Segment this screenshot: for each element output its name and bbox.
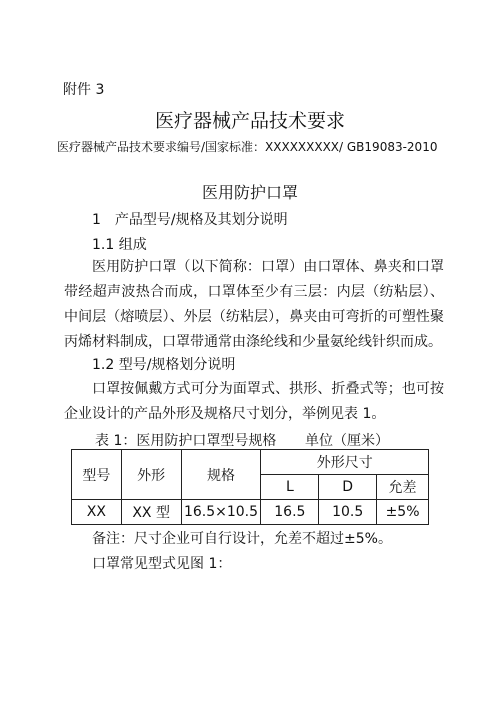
- header-spec: 规格: [181, 450, 261, 500]
- section-1-1-heading: 1.1 组成: [92, 237, 147, 253]
- header-d: D: [319, 475, 377, 500]
- cell-l: 16.5: [261, 500, 319, 525]
- table-header-row: [72, 450, 429, 475]
- product-name-heading: 医用防护口罩: [201, 183, 298, 202]
- section-1-heading: 1 产品型号/规格及其划分说明: [92, 212, 288, 228]
- attachment-label: 附件 3: [63, 82, 105, 98]
- standard-number-line: 医疗器械产品技术要求编号/国家标准：XXXXXXXXX/ GB19083-2010: [57, 140, 438, 154]
- model-spec-paragraph-block: [64, 377, 444, 427]
- model-spec-paragraph: 口罩按佩戴方式可分为面罩式、拱形、折叠式等；也可按企业设计的产品外形及规格尺寸划分，举例见表 1。: [64, 381, 444, 422]
- header-shape: 外形: [121, 450, 181, 500]
- cell-d: 10.5: [319, 500, 377, 525]
- header-model: 型号: [72, 450, 122, 500]
- header-dimensions: 外形尺寸: [261, 450, 429, 475]
- section-1-2-heading: 1.2 型号/规格划分说明: [92, 357, 236, 373]
- cell-spec: 16.5×10.5: [181, 500, 261, 525]
- header-l: L: [261, 475, 319, 500]
- model-spec-table: [71, 449, 429, 525]
- cell-shape: XX 型: [121, 500, 181, 525]
- table-caption: 表 1：医用防护口罩型号规格: [95, 433, 277, 449]
- table-note: 备注：尺寸企业可自行设计，允差不超过±5%。: [92, 531, 392, 547]
- table-row: [72, 500, 429, 525]
- document-title: 医疗器械产品技术要求: [154, 110, 345, 132]
- figure-reference: 口罩常见型式见图 1：: [92, 556, 232, 572]
- composition-paragraph-block: [64, 255, 444, 355]
- header-tolerance: 允差: [377, 475, 429, 500]
- cell-model: XX: [72, 500, 122, 525]
- composition-paragraph: 医用防护口罩（以下简称：口罩）由口罩体、鼻夹和口罩带经超声波热合而成，口罩体至少有三层：内层（纺粘层）、中间层（熔喷层）、外层（纺粘层），鼻夹由可弯折的可塑性聚丙烯材料制成，口罩带通常由涤纶线和少量氨纶线针织而成。: [64, 259, 444, 350]
- table-unit: 单位（厘米）: [305, 433, 389, 449]
- cell-tolerance: ±5%: [377, 500, 429, 525]
